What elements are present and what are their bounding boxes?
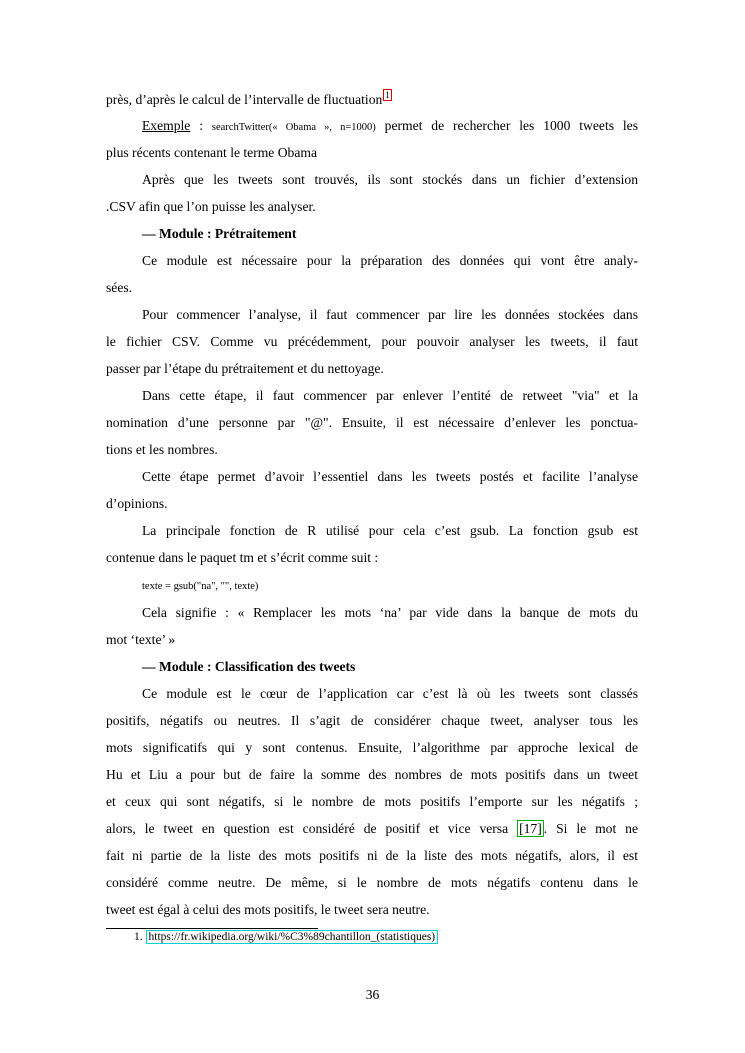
text-line: Après que les tweets sont trouvés, ils sont stockés dans un fichier d’extension xyxy=(142,172,638,187)
text-line: mots significatifs qui y sont contenus. Ensuite, l’algorithme par approche lexical de xyxy=(106,740,638,755)
text-line: Ce module est le cœur de l’application car c’est là où les tweets sont classés xyxy=(142,686,638,701)
text-line: Ce module est nécessaire pour la préparation des données qui vont être analy- xyxy=(142,253,638,268)
text-line: La principale fonction de R utilisé pour cela c’est gsub. La fonction gsub est xyxy=(142,523,638,538)
text-line: tweet est égal à celui des mots positifs, le tweet sera neutre. xyxy=(106,902,430,917)
code-snippet: texte = gsub("na", "", texte) xyxy=(142,581,259,592)
text-line: positifs, négatifs ou neutres. Il s’agit de considérer chaque tweet, analyser tous les xyxy=(106,713,638,728)
text-line: tions et les nombres. xyxy=(106,442,218,457)
footnote xyxy=(134,929,438,946)
page-number: 36 xyxy=(365,987,380,1002)
text-line: Cela signifie : « Remplacer les mots ‘na’ par vide dans la banque de mots du xyxy=(142,605,638,620)
text-line: contenue dans le paquet tm et s’écrit comme suit : xyxy=(106,550,379,565)
text-line: mot ‘texte’ » xyxy=(106,632,176,647)
example-text: permet de rechercher les 1000 tweets les xyxy=(375,118,638,133)
text-line: sées. xyxy=(106,280,133,295)
text-line: fait ni partie de la liste des mots positifs ni de la liste des mots négatifs, alors, il est xyxy=(106,848,638,863)
text-line-with-citation xyxy=(106,820,638,838)
footnote-reference-link[interactable]: 1 xyxy=(385,90,390,100)
example-code: searchTwitter(« Obama », n=1000) xyxy=(211,122,376,133)
text-line: Cette étape permet d’avoir l’essentiel dans les tweets postés et facilite l’analyse xyxy=(142,469,638,484)
text-line: d’opinions. xyxy=(106,496,168,511)
text-line: passer par l’étape du prétraitement et du nettoyage. xyxy=(106,361,384,376)
text-line-content: près, d’après le calcul de l’intervalle de fluctuation xyxy=(106,92,383,107)
text-line: .CSV afin que l’on puisse les analyser. xyxy=(106,199,316,214)
text-segment: . Si le mot ne xyxy=(543,821,638,836)
text-line: et ceux qui sont négatifs, si le nombre de mots positifs l’emporte sur les négatifs ; xyxy=(106,794,638,809)
text-line: plus récents contenant le terme Obama xyxy=(106,145,317,160)
example-line xyxy=(142,117,638,137)
text-line xyxy=(106,89,638,109)
text-line: Hu et Liu a pour but de faire la somme des nombres de mots positifs dans un tweet xyxy=(106,767,638,782)
text-line: nomination d’une personne par "@". Ensuite, il est nécessaire d’enlever les ponctua- xyxy=(106,415,638,430)
text-line: Dans cette étape, il faut commencer par enlever l’entité de retweet "via" et la xyxy=(142,388,638,403)
footnote-url-link[interactable]: https://fr.wikipedia.org/wiki/%C3%89chantillon_(statistiques) xyxy=(146,930,439,944)
example-label: Exemple xyxy=(142,118,191,133)
example-separator: : xyxy=(190,118,212,133)
section-heading-pretraitement: — Module : Prétraitement xyxy=(142,226,297,241)
text-line: considéré comme neutre. De même, si le nombre de mots négatifs contenu dans le xyxy=(106,875,638,890)
text-line: le fichier CSV. Comme vu précédemment, pour pouvoir analyser les tweets, il faut xyxy=(106,334,638,349)
section-heading-classification: — Module : Classification des tweets xyxy=(142,659,356,674)
text-segment: alors, le tweet en question est considéré de positif et vice versa xyxy=(106,821,518,836)
text-line: Pour commencer l’analyse, il faut commencer par lire les données stockées dans xyxy=(142,307,638,322)
citation-link[interactable]: [17] xyxy=(519,821,542,836)
footnote-number: 1. xyxy=(134,931,143,943)
